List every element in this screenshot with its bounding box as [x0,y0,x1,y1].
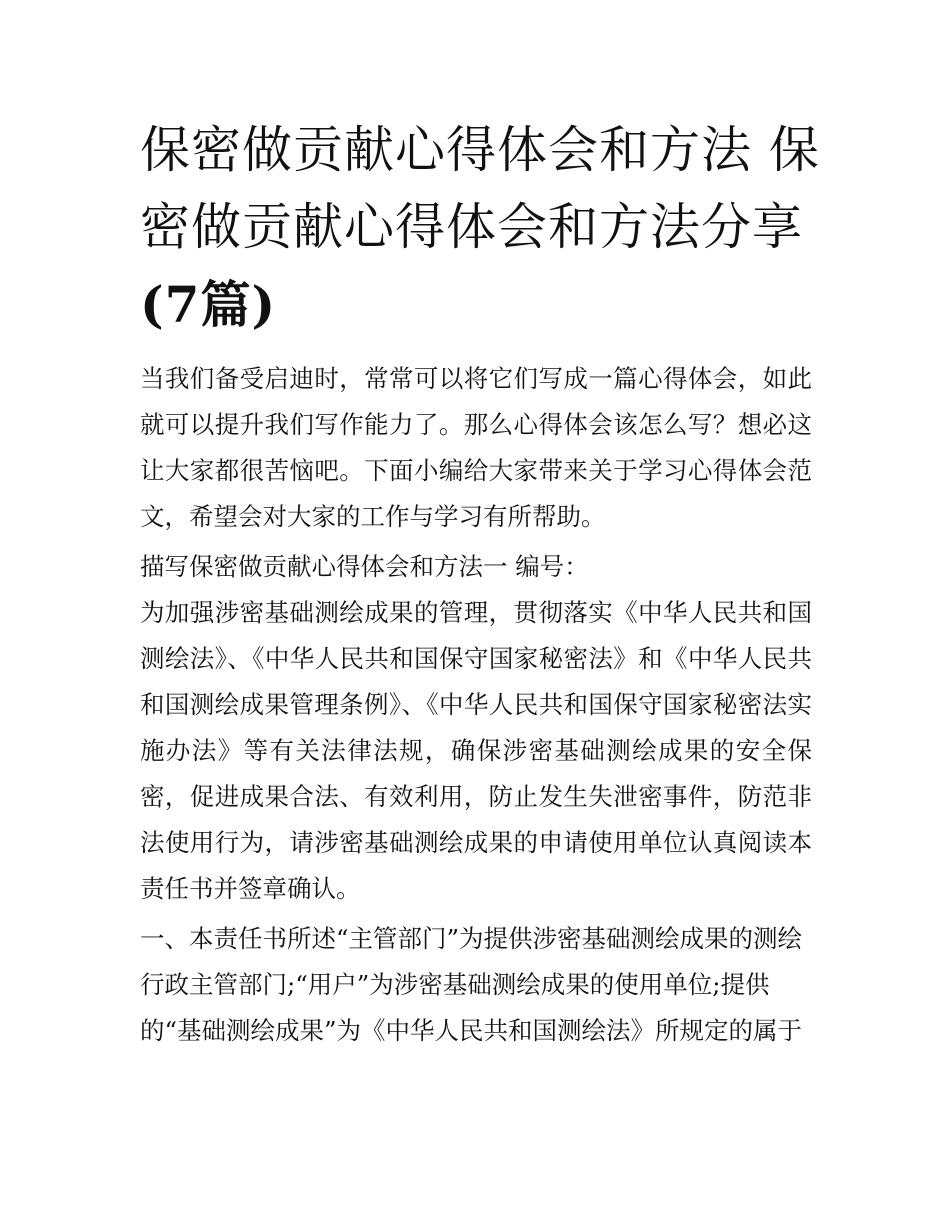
paragraph-2-line-1: 一、本责任书所述“主管部门”为提供涉密基础测绘成果的测绘 [140,924,803,953]
intro-paragraph: 当我们备受启迪时，常常可以将它们写成一篇心得体会，如此就可以提升我们写作能力了。那么心得体会该怎么写？想必这让大家都很苦恼吧。下面小编给大家带来关于学习心得体会范文，希望会对大家的工作与学习有所帮助。 [140,364,812,531]
paragraph-1: 为加强涉密基础测绘成果的管理，贯彻落实《中华人民共和国测绘法》、《中华人民共和国保守国家秘密法》和《中华人民共和国测绘成果管理条例》、《中华人民共和国保守国家秘密法实施办法》等有关法律法规，确保涉密基础测绘成果的安全保密，促进成果合法、有效利用，防止发生失泄密事件，防范非法使用行为，请涉密基础测绘成果的申请使用单位认真阅读本责任书并签章确认。 [140,598,812,903]
section-heading: 描写保密做贡献心得体会和方法一 编号： [140,552,589,581]
paragraph-2-line-2: 行政主管部门;“用户”为涉密基础测绘成果的使用单位;提供 [140,970,770,999]
paragraph-2-line-3: 的“基础测绘成果”为《中华人民共和国测绘法》所规定的属于 [140,1016,803,1045]
title-line-2: 密做贡献心得体会和方法分享 [140,198,803,256]
title-line-1: 保密做贡献心得体会和方法 保 [140,121,820,179]
document-title [140,112,820,343]
document-body [140,356,812,1054]
title-line-3: (7篇) [140,275,277,334]
